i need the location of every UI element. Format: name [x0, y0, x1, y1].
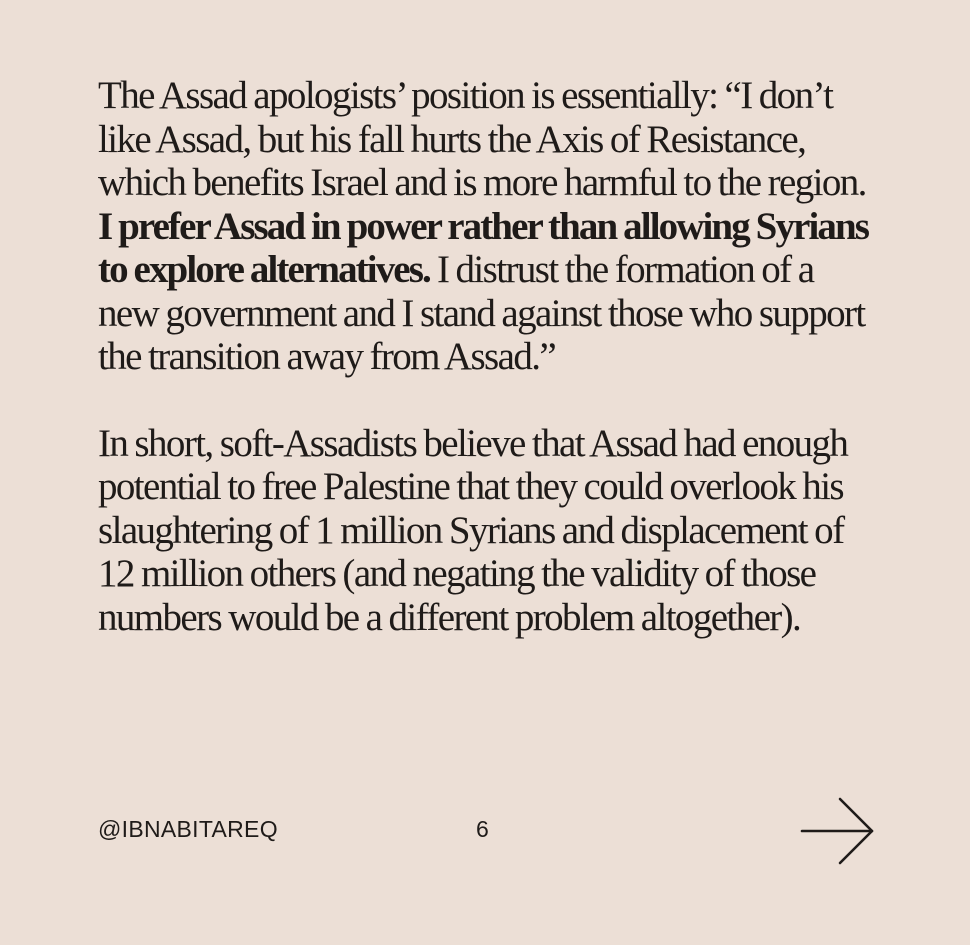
paragraph-quote: [98, 74, 878, 379]
page-number: 6: [476, 816, 489, 842]
slide-body: [98, 74, 878, 639]
arrow-right-icon[interactable]: [800, 796, 876, 866]
quote-emphasis: I prefer Assad in power rather than allowing Syrians to explore alternatives.: [98, 204, 869, 291]
paragraph-summary: In short, soft-Assadists believe that Assad had enough potential to free Palestine that they could overlook his slaughtering of 1 million Syrians and displacement of 12 million others (and negating the validity of those numbers would be a different problem altogether).: [98, 421, 848, 639]
quote-text-end: I distrust the formation of a new government and I stand against those who support the transition away from Assad.”: [98, 248, 865, 378]
author-handle: @IBNABITAREQ: [98, 816, 278, 842]
quote-text-start: The Assad apologists’ position is essentially: “I don’t like Assad, but his fall hurts the Axis of Resistance, which benefits Israel and is more harmful to the region.: [98, 74, 866, 204]
